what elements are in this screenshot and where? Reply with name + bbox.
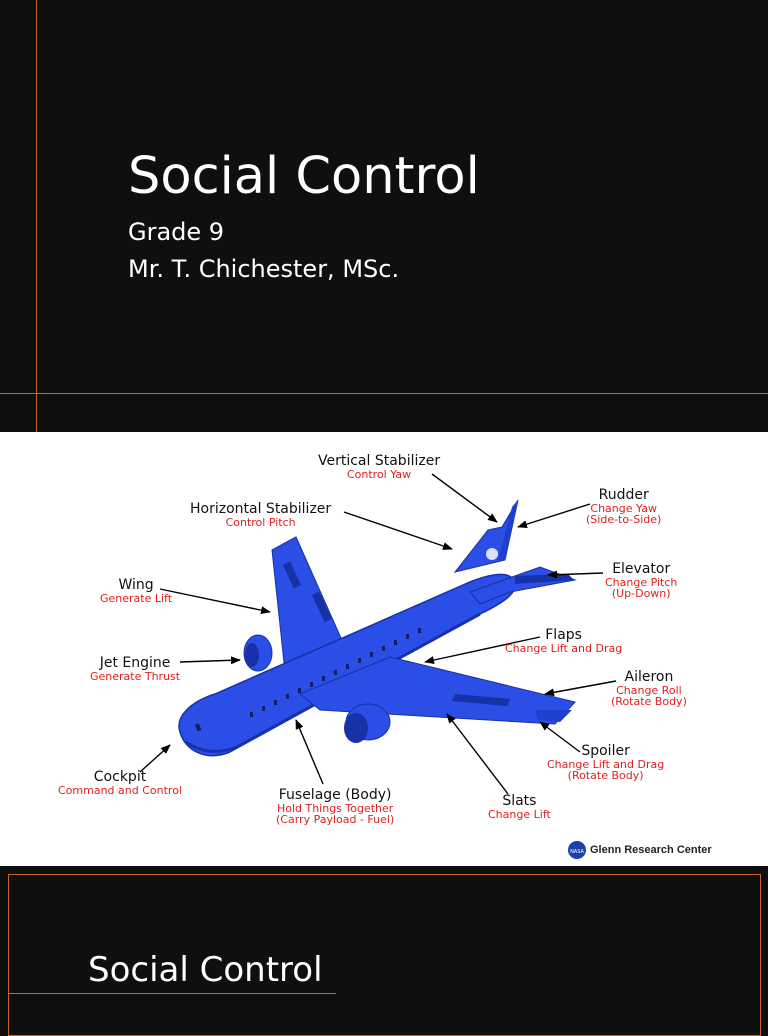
arrow-cockpit	[140, 745, 170, 772]
arrow-aileron	[545, 681, 616, 694]
arrow-horizontal-stabilizer	[344, 512, 452, 549]
label-cockpit: Cockpit Command and Control	[58, 769, 182, 797]
slide-title: Social Control	[128, 147, 480, 206]
nasa-tail-logo	[486, 548, 498, 560]
slide-subtitle-author: Mr. T. Chichester, MSc.	[128, 255, 400, 283]
label-elevator: Elevator Change Pitch (Up-Down)	[605, 561, 678, 601]
second-slide	[0, 866, 768, 1024]
label-slats: Slats Change Lift	[488, 793, 551, 821]
credit-text: Glenn Research Center	[590, 844, 712, 856]
title-underline	[8, 993, 336, 994]
arrow-jet-engine	[180, 660, 240, 662]
nasa-logo-text: NASA	[570, 849, 584, 855]
label-flaps: Flaps Change Lift and Drag	[505, 627, 623, 655]
title-slide	[0, 0, 768, 432]
label-fuselage: Fuselage (Body) Hold Things Together (Carry Payload - Fuel)	[276, 787, 395, 827]
accent-vertical-line	[36, 0, 37, 432]
label-wing: Wing Generate Lift	[100, 577, 173, 605]
arrow-fuselage	[296, 720, 323, 784]
arrow-slats	[447, 714, 508, 794]
label-rudder: Rudder Change Yaw (Side-to-Side)	[586, 487, 662, 527]
second-slide-title: Social Control	[88, 950, 323, 990]
arrow-wing	[160, 589, 270, 612]
label-jet-engine: Jet Engine Generate Thrust	[90, 655, 181, 683]
slide-subtitle-grade: Grade 9	[128, 218, 225, 246]
label-spoiler: Spoiler Change Lift and Drag (Rotate Body)	[547, 743, 665, 783]
label-horizontal-stabilizer: Horizontal Stabilizer Control Pitch	[190, 501, 332, 529]
label-aileron: Aileron Change Roll (Rotate Body)	[611, 669, 687, 709]
arrow-rudder	[518, 504, 590, 527]
label-vertical-stabilizer: Vertical Stabilizer Control Yaw	[318, 453, 441, 481]
spoiler	[535, 710, 572, 722]
airplane-parts-figure	[0, 432, 768, 866]
arrow-vertical-stabilizer	[432, 474, 497, 522]
accent-horizontal-line	[0, 393, 768, 394]
